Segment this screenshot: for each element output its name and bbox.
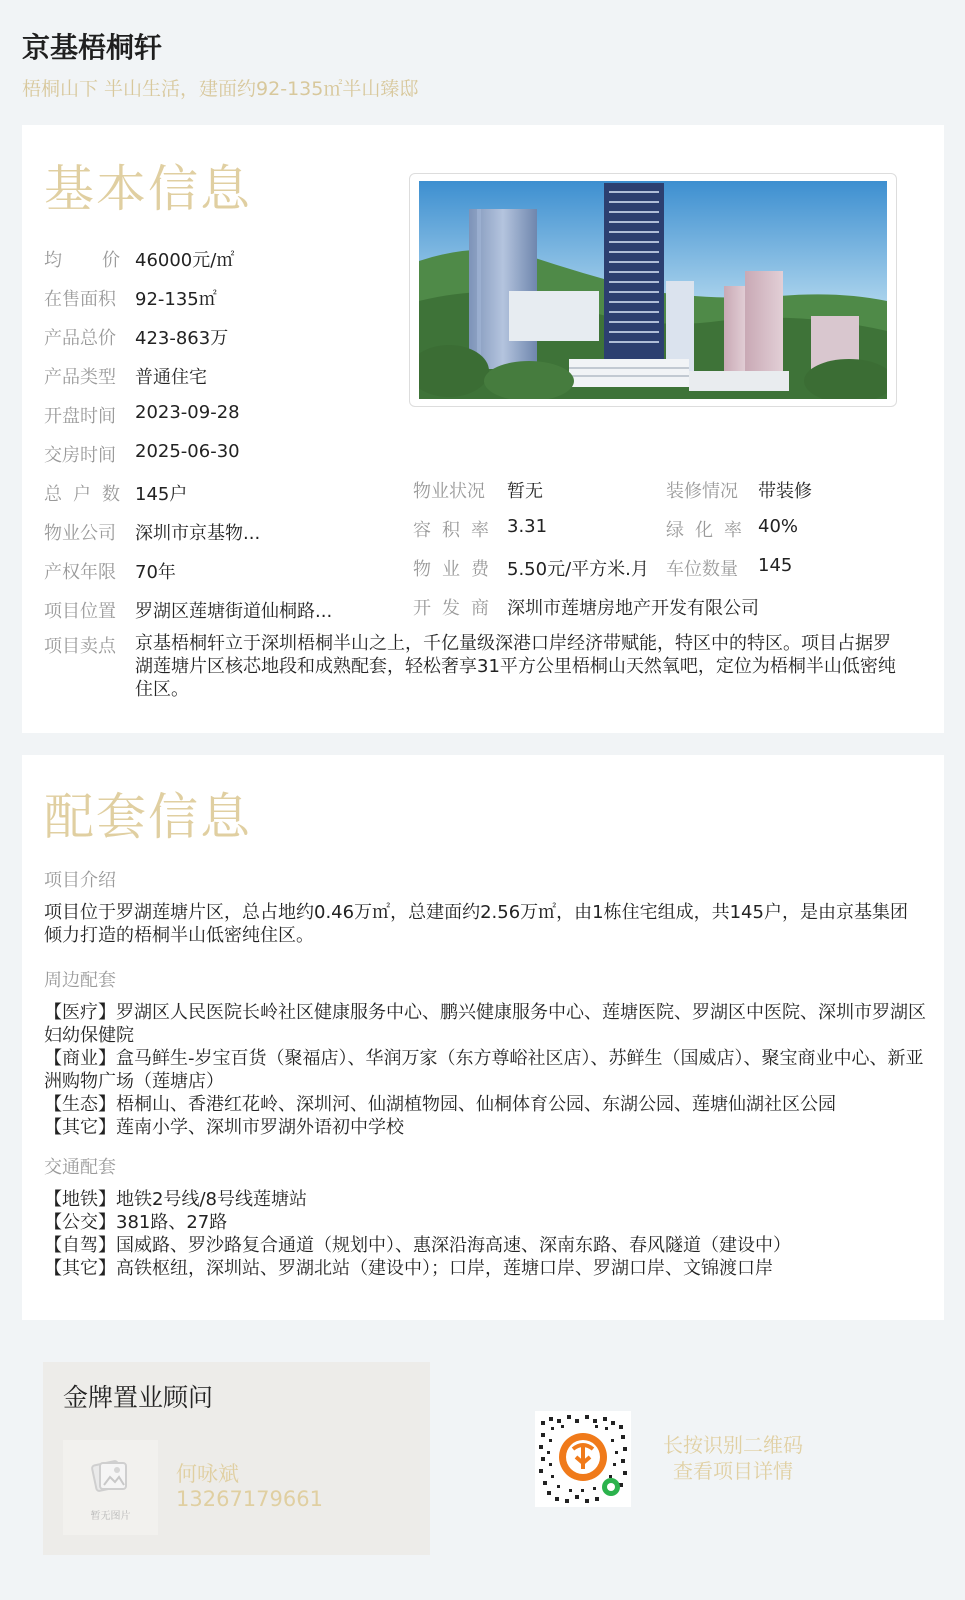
value-property-fee: 5.50元/平方米.月 (507, 559, 649, 580)
value-parking: 145 (758, 555, 793, 576)
avatar-placeholder-text: 暂无图片 (90, 1511, 131, 1522)
label-property-fee: 物业费 (413, 559, 489, 580)
value-decoration: 带装修 (758, 481, 812, 502)
value-green-rate: 40% (758, 516, 799, 537)
qr-hint (648, 1432, 818, 1484)
label-product-type: 产品类型 (44, 367, 116, 388)
traffic-label: 交通配套 (44, 1157, 116, 1178)
intro-text: 项目位于罗湖莲塘片区，总占地约0.46万㎡，总建面约2.56万㎡，由1栋住宅组成，共145户，是由京基集团倾力打造的梧桐半山低密纯住区。 (44, 902, 908, 946)
image-placeholder-icon (63, 1440, 158, 1510)
label-decoration: 装修情况 (666, 481, 738, 502)
surround-commercial: 【商业】盒马鲜生-岁宝百货（聚福店）、华润万家（东方尊峪社区店）、苏鲜生（国威店）、聚宝商业中心、新亚洲购物广场（莲塘店） (44, 1048, 924, 1092)
traffic-bus: 【公交】381路、27路 (44, 1212, 228, 1233)
intro-label: 项目介绍 (44, 870, 116, 891)
consultant-card[interactable] (43, 1362, 430, 1555)
label-location: 项目位置 (44, 601, 116, 622)
value-property-company: 深圳市京基物... (135, 523, 261, 544)
label-sale-area: 在售面积 (44, 289, 116, 310)
value-open-date: 2023-09-28 (135, 402, 240, 423)
label-green-rate: 绿化率 (666, 520, 742, 541)
page-subtitle: 梧桐山下 半山生活，建面约92-135㎡半山臻邸 (22, 78, 419, 100)
facilities-title: 配套信息 (44, 788, 252, 846)
consultant-phone[interactable]: 13267179661 (176, 1487, 323, 1511)
qr-hint-line2: 查看项目详情 (673, 1459, 793, 1483)
project-photo (419, 181, 887, 399)
surround-list (44, 1001, 929, 1139)
value-avg-price: 46000元/㎡ (135, 250, 235, 271)
label-households: 总户数 (44, 484, 120, 505)
value-plot-ratio: 3.31 (507, 516, 548, 537)
traffic-list (44, 1188, 929, 1280)
label-delivery-date: 交房时间 (44, 445, 116, 466)
value-sale-area: 92-135㎡ (135, 289, 217, 310)
value-developer: 深圳市莲塘房地产开发有限公司 (507, 598, 759, 619)
project-photo-frame[interactable] (409, 173, 897, 407)
label-ownership-years: 产权年限 (44, 562, 116, 583)
surround-label: 周边配套 (44, 970, 116, 991)
surround-medical: 【医疗】罗湖区人民医院长岭社区健康服务中心、鹏兴健康服务中心、莲塘医院、罗湖区中医院、深圳市罗湖区妇幼保健院 (44, 1002, 926, 1046)
label-plot-ratio: 容积率 (413, 520, 489, 541)
avatar (63, 1440, 158, 1535)
surround-other: 【其它】莲南小学、深圳市罗湖外语初中学校 (44, 1117, 404, 1138)
value-households: 145户 (135, 484, 188, 505)
label-selling-points: 项目卖点 (44, 636, 116, 657)
label-developer: 开发商 (413, 598, 489, 619)
qr-code[interactable] (535, 1411, 631, 1507)
label-total-price: 产品总价 (44, 328, 116, 349)
label-property-status: 物业状况 (413, 481, 485, 502)
basic-info-card (22, 125, 944, 733)
traffic-metro: 【地铁】地铁2号线/8号线莲塘站 (44, 1189, 307, 1210)
qr-hint-line1: 长按识别二维码 (663, 1433, 803, 1457)
basic-info-title: 基本信息 (44, 160, 252, 218)
consultant-name: 何咏斌 (176, 1462, 239, 1486)
value-delivery-date: 2025-06-30 (135, 441, 240, 462)
surround-ecology: 【生态】梧桐山、香港红花岭、深圳河、仙湖植物园、仙桐体育公园、东湖公园、莲塘仙湖社区公园 (44, 1094, 836, 1115)
label-parking: 车位数量 (666, 559, 738, 580)
label-property-company: 物业公司 (44, 523, 116, 544)
consultant-title: 金牌置业顾问 (63, 1383, 214, 1412)
facilities-card (22, 755, 944, 1320)
value-product-type: 普通住宅 (135, 367, 207, 388)
value-ownership-years: 70年 (135, 562, 176, 583)
value-property-status: 暂无 (507, 481, 543, 502)
traffic-other: 【其它】高铁枢纽，深圳站、罗湖北站（建设中）；口岸，莲塘口岸、罗湖口岸、文锦渡口岸 (44, 1258, 773, 1279)
value-selling-points: 京基梧桐轩立于深圳梧桐半山之上，千亿量级深港口岸经济带赋能，特区中的特区。项目占据罗湖莲塘片区核芯地段和成熟配套，轻松奢享31平方公里梧桐山天然氧吧，定位为梧桐半山低密纯住区。 (135, 633, 896, 700)
label-avg-price: 均价 (44, 250, 120, 271)
page-title: 京基梧桐轩 (22, 31, 163, 64)
label-open-date: 开盘时间 (44, 406, 116, 427)
value-location: 罗湖区莲塘街道仙桐路... (135, 601, 333, 622)
traffic-drive: 【自驾】国威路、罗沙路复合通道（规划中）、惠深沿海高速、深南东路、春风隧道（建设中） (44, 1235, 791, 1256)
value-total-price: 423-863万 (135, 328, 229, 349)
